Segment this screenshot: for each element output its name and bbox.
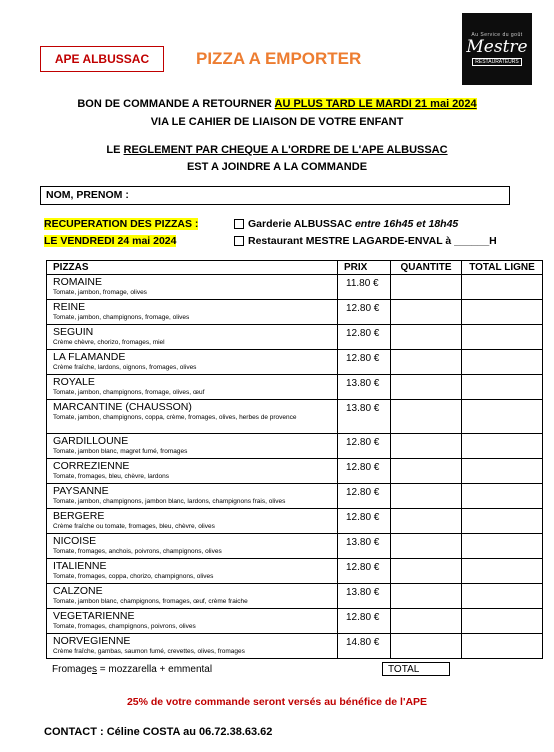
table-row	[47, 534, 543, 559]
pizza-name: GARDILLOUNE	[53, 435, 129, 447]
price-cell	[338, 400, 391, 434]
total-label: TOTAL	[388, 664, 420, 675]
line-total-cell[interactable]	[462, 275, 543, 300]
table-row	[47, 350, 543, 375]
quantity-cell[interactable]	[391, 484, 462, 509]
deadline-highlight: AU PLUS TARD LE MARDI 21 mai 2024	[274, 98, 477, 110]
pizza-price: 12.80 €	[346, 512, 380, 523]
pizza-name: BERGERE	[53, 510, 105, 522]
quantity-cell[interactable]	[391, 534, 462, 559]
fromages-detail: = mozzarella + emmental	[97, 664, 213, 675]
quantity-cell[interactable]	[391, 375, 462, 400]
line-total-cell[interactable]	[462, 300, 543, 325]
quantity-cell[interactable]	[391, 559, 462, 584]
logo-subtitle: RESTAURATEURS	[472, 58, 521, 66]
line-total-cell[interactable]	[462, 584, 543, 609]
pizza-ingredients: Crème fraîche, gambas, saumon fumé, crevettes, olives, fromages	[53, 648, 245, 655]
quantity-cell[interactable]	[391, 434, 462, 459]
pizza-ingredients: Tomate, jambon, champignons, fromage, olives, œuf	[53, 389, 205, 396]
instruction-line-3-prefix: LE	[106, 144, 124, 156]
pizza-price: 12.80 €	[346, 487, 380, 498]
pizza-cell	[47, 275, 338, 300]
price-cell	[338, 534, 391, 559]
pizza-cell	[47, 584, 338, 609]
page-title: PIZZA A EMPORTER	[196, 49, 362, 68]
quantity-cell[interactable]	[391, 325, 462, 350]
fromages-note	[52, 664, 212, 675]
pizza-cell	[47, 459, 338, 484]
pizza-cell	[47, 300, 338, 325]
quantity-cell[interactable]	[391, 350, 462, 375]
pizza-ingredients: Tomate, jambon, fromage, olives	[53, 289, 147, 296]
line-total-cell[interactable]	[462, 534, 543, 559]
table-row	[47, 325, 543, 350]
mestre-logo	[462, 13, 532, 85]
price-cell	[338, 609, 391, 634]
pizza-cell	[47, 559, 338, 584]
fromages-plural: s	[92, 664, 98, 675]
header-prix: PRIX	[338, 261, 391, 275]
header-total-ligne: TOTAL LIGNE	[462, 261, 543, 275]
pickup-option-restaurant[interactable]	[234, 235, 497, 247]
ape-label: APE ALBUSSAC	[54, 52, 150, 66]
pizza-cell	[47, 534, 338, 559]
pizza-name: NICOISE	[53, 535, 97, 547]
table-row	[47, 559, 543, 584]
pizza-price: 12.80 €	[346, 303, 380, 314]
pickup-option-garderie-label: Garderie ALBUSSAC	[248, 218, 355, 230]
pizza-ingredients: Tomate, fromages, anchois, poivrons, champignons, olives	[53, 548, 222, 555]
quantity-cell[interactable]	[391, 584, 462, 609]
pizza-cell	[47, 509, 338, 534]
line-total-cell[interactable]	[462, 509, 543, 534]
pizza-price: 13.80 €	[346, 403, 380, 414]
pizza-name: ITALIENNE	[53, 560, 107, 572]
pizza-name: CORREZIENNE	[53, 460, 130, 472]
table-row	[47, 275, 543, 300]
line-total-cell[interactable]	[462, 459, 543, 484]
pickup-label: RECUPERATION DES PIZZAS :	[44, 218, 199, 230]
pizza-ingredients: Crème fraîche ou tomate, fromages, bleu, chèvre, olives	[53, 523, 215, 530]
checkbox-garderie[interactable]	[234, 219, 244, 229]
pizza-price: 13.80 €	[346, 537, 380, 548]
table-row	[47, 300, 543, 325]
pizza-cell	[47, 484, 338, 509]
line-total-cell[interactable]	[462, 350, 543, 375]
table-header-row	[47, 261, 543, 275]
pizza-price: 14.80 €	[346, 637, 380, 648]
pizza-price: 12.80 €	[346, 328, 380, 339]
line-total-cell[interactable]	[462, 634, 543, 659]
line-total-cell[interactable]	[462, 375, 543, 400]
pizza-cell	[47, 375, 338, 400]
pickup-option-restaurant-label: Restaurant MESTRE LAGARDE-ENVAL à ______H	[248, 235, 497, 247]
instruction-line-1	[0, 98, 554, 110]
instruction-line-1-prefix: BON DE COMMANDE A RETOURNER	[77, 98, 275, 110]
pizza-cell	[47, 434, 338, 459]
instruction-line-3	[0, 144, 554, 156]
pizza-cell	[47, 400, 338, 434]
table-row	[47, 375, 543, 400]
pizza-ingredients: Tomate, fromages, champignons, poivrons, olives	[53, 623, 196, 630]
line-total-cell[interactable]	[462, 484, 543, 509]
price-cell	[338, 459, 391, 484]
pizza-ingredients: Tomate, jambon, champignons, jambon blanc, lardons, champignons frais, olives	[53, 498, 286, 505]
pizza-ingredients: Crème chèvre, chorizo, fromages, miel	[53, 339, 165, 346]
pizza-ingredients: Tomate, fromages, bleu, chèvre, lardons	[53, 473, 169, 480]
instruction-line-2: VIA LE CAHIER DE LIAISON DE VOTRE ENFANT	[150, 116, 404, 128]
line-total-cell[interactable]	[462, 325, 543, 350]
price-cell	[338, 434, 391, 459]
quantity-cell[interactable]	[391, 459, 462, 484]
price-cell	[338, 509, 391, 534]
table-row	[47, 609, 543, 634]
logo-name: Mestre	[466, 37, 528, 57]
quantity-cell[interactable]	[391, 509, 462, 534]
ape-label-box	[40, 46, 164, 72]
pizza-price: 13.80 €	[346, 378, 380, 389]
pizza-cell	[47, 634, 338, 659]
table-row	[47, 484, 543, 509]
pizza-price: 12.80 €	[346, 353, 380, 364]
contact-info: CONTACT : Céline COSTA au 06.72.38.63.62	[44, 726, 273, 738]
table-row	[47, 509, 543, 534]
pickup-option-garderie-time: entre 16h45 et 18h45	[354, 218, 459, 230]
pizza-price: 12.80 €	[346, 437, 380, 448]
price-cell	[338, 275, 391, 300]
pizza-price: 13.80 €	[346, 587, 380, 598]
pizza-cell	[47, 350, 338, 375]
line-total-cell[interactable]	[462, 434, 543, 459]
table-row	[47, 459, 543, 484]
pizza-ingredients: Crème fraîche, lardons, oignons, fromages, olives	[53, 364, 197, 371]
pizza-name: LA FLAMANDE	[53, 351, 126, 363]
payment-instruction: REGLEMENT PAR CHEQUE A L'ORDRE DE L'APE ALBUSSAC	[123, 144, 448, 156]
quantity-cell[interactable]	[391, 300, 462, 325]
price-cell	[338, 559, 391, 584]
quantity-cell[interactable]	[391, 400, 462, 434]
price-cell	[338, 325, 391, 350]
pizza-name: CALZONE	[53, 585, 103, 597]
pizza-name: MARCANTINE (CHAUSSON)	[53, 401, 192, 413]
pizza-ingredients: Tomate, jambon blanc, champignons, fromages, œuf, crème fraiche	[53, 598, 248, 605]
quantity-cell[interactable]	[391, 634, 462, 659]
pizza-price: 11.80 €	[346, 278, 379, 289]
header-quantite: QUANTITE	[391, 261, 462, 275]
pizza-cell	[47, 609, 338, 634]
pizza-ingredients: Tomate, jambon, champignons, fromage, olives	[53, 314, 190, 321]
pizza-name: NORVEGIENNE	[53, 635, 131, 647]
pizza-order-table	[46, 260, 543, 659]
pizza-price: 12.80 €	[346, 562, 380, 573]
pickup-option-garderie[interactable]	[234, 218, 458, 230]
fromages-prefix: Fromage	[52, 664, 93, 675]
line-total-cell[interactable]	[462, 400, 543, 434]
header-pizzas: PIZZAS	[47, 261, 338, 275]
pizza-name: SEGUIN	[53, 326, 94, 338]
name-field[interactable]	[40, 186, 510, 205]
pizza-name: ROYALE	[53, 376, 95, 388]
table-row	[47, 634, 543, 659]
instruction-line-4: EST A JOINDRE A LA COMMANDE	[186, 161, 368, 173]
pizza-ingredients: Tomate, fromages, coppa, chorizo, champignons, olives	[53, 573, 214, 580]
pizza-price: 12.80 €	[346, 462, 380, 473]
line-total-cell[interactable]	[462, 609, 543, 634]
price-cell	[338, 350, 391, 375]
pizza-price: 12.80 €	[346, 612, 380, 623]
table-row	[47, 584, 543, 609]
line-total-cell[interactable]	[462, 559, 543, 584]
price-cell	[338, 300, 391, 325]
pizza-name: PAYSANNE	[53, 485, 109, 497]
quantity-cell[interactable]	[391, 275, 462, 300]
price-cell	[338, 484, 391, 509]
total-field[interactable]	[382, 662, 450, 676]
pizza-name: REINE	[53, 301, 86, 313]
table-row	[47, 400, 543, 434]
checkbox-restaurant[interactable]	[234, 236, 244, 246]
quantity-cell[interactable]	[391, 609, 462, 634]
price-cell	[338, 584, 391, 609]
pizza-ingredients: Tomate, jambon blanc, magret fumé, fromages	[53, 448, 188, 455]
logo-tagline: Au Service du goût	[471, 32, 523, 38]
name-field-label: NOM, PRENOM :	[46, 189, 129, 201]
pickup-date: LE VENDREDI 24 mai 2024	[44, 235, 177, 247]
price-cell	[338, 634, 391, 659]
pizza-name: VEGETARIENNE	[53, 610, 135, 622]
benefice-note: 25% de votre commande seront versés au bénéfice de l'APE	[126, 696, 428, 708]
pizza-name: ROMAINE	[53, 276, 103, 288]
pizza-ingredients: Tomate, jambon, champignons, coppa, crème, fromages, olives, herbes de provence	[53, 414, 297, 421]
price-cell	[338, 375, 391, 400]
pizza-cell	[47, 325, 338, 350]
table-row	[47, 434, 543, 459]
